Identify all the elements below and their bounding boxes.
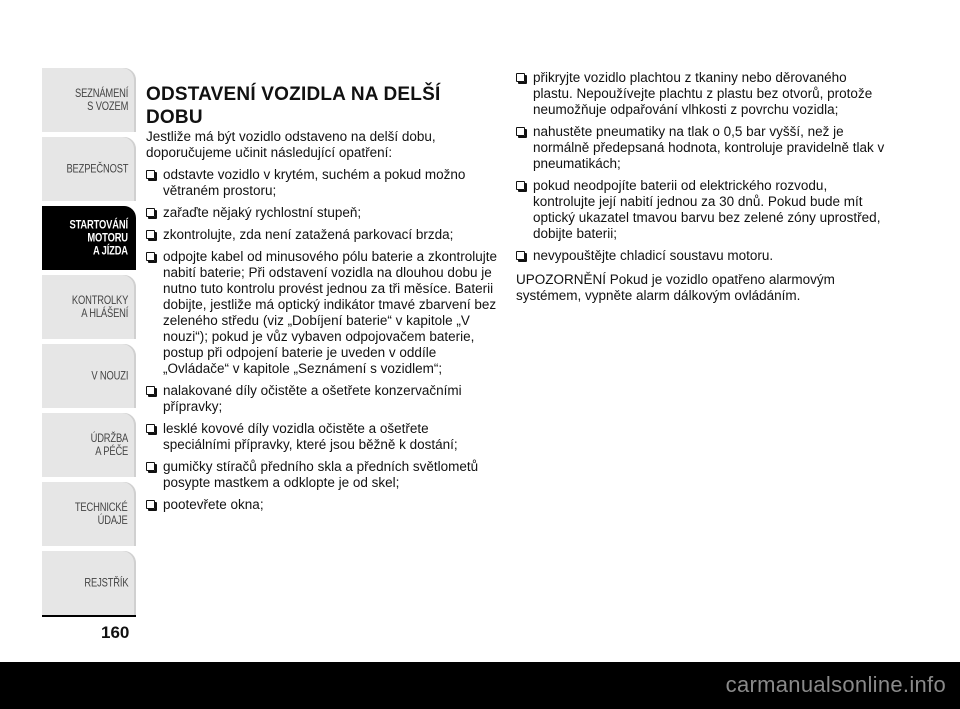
tab-v-nouzi[interactable] — [42, 344, 136, 408]
checkbox-bullet-icon — [516, 127, 525, 136]
checkbox-bullet-icon — [146, 424, 155, 433]
checkbox-bullet-icon — [516, 73, 525, 82]
tab-kontrolky-a-hlaseni[interactable] — [42, 275, 136, 339]
list-item: nevypouštějte chladicí soustavu motoru. — [516, 248, 886, 264]
list-item: zařaďte nějaký rychlostní stupeň; — [146, 205, 498, 221]
warning-notice: UPOZORNĚNÍ Pokud je vozidlo opatřeno alarmovým systémem, vypněte alarm dálkovým ovládáním. — [516, 272, 835, 303]
tab-bezpecnost[interactable] — [42, 137, 136, 201]
checkbox-bullet-icon — [146, 462, 155, 471]
list-item: lesklé kovové díly vozidla očistěte a ošetřete speciálními přípravky, které jsou běžně k dostání; — [146, 421, 498, 453]
list-item: pootevřete okna; — [146, 497, 498, 513]
list-item: gumičky stíračů předního skla a předních světlometů posypte mastkem a odklopte je od skel; — [146, 459, 498, 491]
tab-label: REJSTŘÍK — [83, 575, 128, 590]
intro-text: Jestliže má být vozidlo odstaveno na delší dobu, doporučujeme učinit následující opatření: — [146, 129, 436, 160]
list-item: zkontrolujte, zda není zatažená parkovací brzda; — [146, 227, 498, 243]
tab-technicke-udaje[interactable] — [42, 482, 136, 546]
watermark: carmanualsonline.info — [725, 672, 946, 697]
checkbox-bullet-icon — [146, 386, 155, 395]
tab-label: KONTROLKY A HLÁŠENÍ — [71, 293, 128, 320]
tab-label: SEZNÁMENÍ S VOZEM — [74, 86, 128, 113]
tab-label: STARTOVÁNÍ MOTORU A JÍZDA — [69, 217, 128, 258]
tab-rejstrik[interactable] — [42, 551, 136, 615]
section-heading: ODSTAVENÍ VOZIDLA NA DELŠÍ DOBU — [146, 83, 441, 128]
page-number: 160 — [101, 623, 130, 642]
right-column — [516, 70, 886, 304]
tab-udrzba-a-pece[interactable] — [42, 413, 136, 477]
left-column — [146, 129, 498, 519]
tab-startovani-motoru-a-jizda[interactable] — [42, 206, 136, 270]
tab-seznameni-s-vozem[interactable] — [42, 68, 136, 132]
checkbox-bullet-icon — [146, 208, 155, 217]
checkbox-bullet-icon — [516, 181, 525, 190]
checkbox-bullet-icon — [146, 252, 155, 261]
tab-label: V NOUZI — [91, 368, 128, 383]
checkbox-bullet-icon — [146, 500, 155, 509]
checkbox-bullet-icon — [146, 230, 155, 239]
tab-label: ÚDRŽBA A PÉČE — [90, 431, 128, 458]
tab-label: TECHNICKÉ ÚDAJE — [75, 500, 128, 527]
chapter-sidebar — [42, 68, 136, 620]
list-item: odstavte vozidlo v krytém, suchém a pokud možno větraném prostoru; — [146, 167, 498, 199]
checkbox-bullet-icon — [146, 170, 155, 179]
checkbox-bullet-icon — [516, 251, 525, 260]
list-item: přikryjte vozidlo plachtou z tkaniny nebo děrovaného plastu. Nepoužívejte plachtu z plastu bez otvorů, protože neumožňuje odpařování vlhkosti z povrchu vozidla; — [516, 70, 886, 118]
list-item: nahustěte pneumatiky na tlak o 0,5 bar vyšší, než je normálně předepsaná hodnota, kontroluje pravidelně tlak v pneumatikách; — [516, 124, 886, 172]
list-item: pokud neodpojíte baterii od elektrického rozvodu, kontrolujte její nabití jednou za 30 dnů. Pokud bude mít optický ukazatel tmavou barvu bez zelené zóny uprostřed, dobijte baterii; — [516, 178, 886, 242]
list-item: odpojte kabel od minusového pólu baterie a zkontrolujte nabití baterie; Při odstavení vozidla na dlouhou dobu je nutno tuto kontrolu provést jednou za tři měsíce. Baterii dobijte, jestliže má optický indikátor tmavé zbarvení bez zeleného středu (viz „Dobíjení baterie“ v kapitole „V nouzi“); pokud je vůz vybaven odpojovačem baterie, postup při odpojení baterie je uveden v oddíle „Ovládače“ v kapitole „Seznámení s vozidlem“; — [146, 249, 498, 377]
sidebar-divider — [42, 615, 136, 617]
list-item: nalakované díly očistěte a ošetřete konzervačními přípravky; — [146, 383, 498, 415]
tab-label: BEZPEČNOST — [66, 161, 128, 176]
